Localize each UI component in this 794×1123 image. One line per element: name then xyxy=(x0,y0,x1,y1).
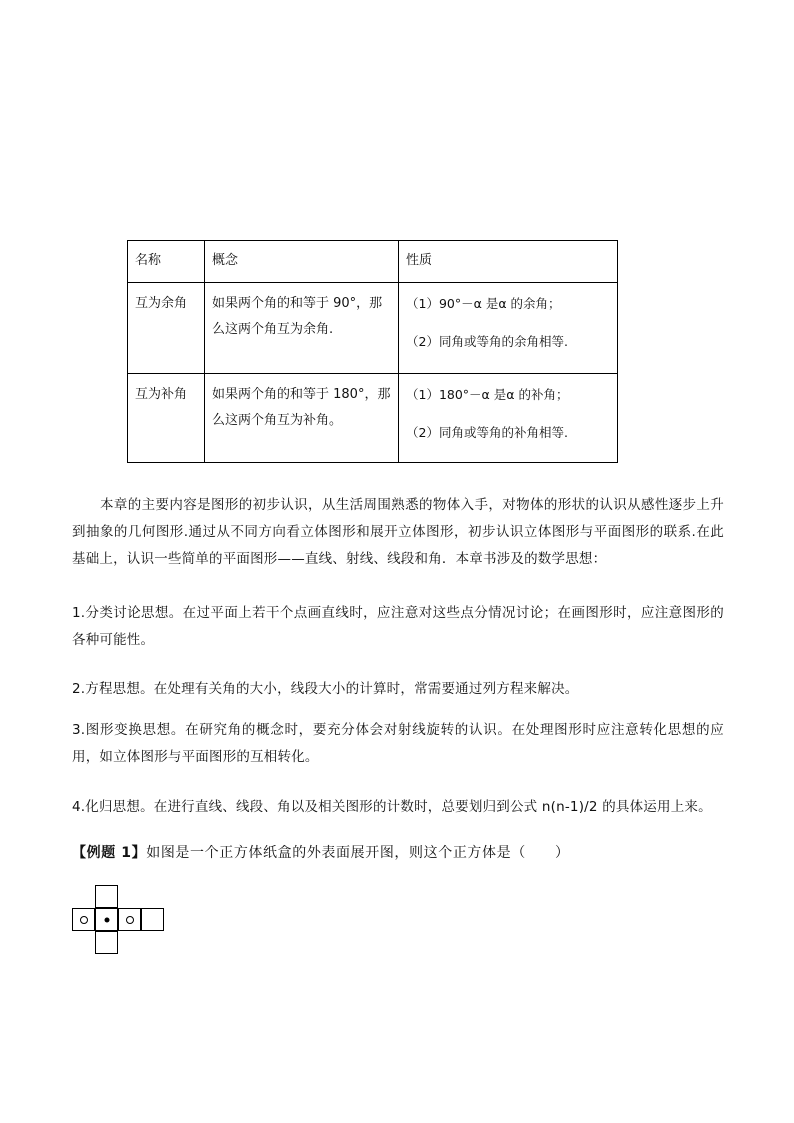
thinking-point-equation: 2.方程思想。在处理有关角的大小，线段大小的计算时，常需要通过列方程来解决。 xyxy=(72,681,579,697)
thinking-point-transformation: 3.图形变换思想。在研究角的概念时，要充分体会对射线旋转的认识。在处理图形时应注意转化思想的应用，如立体图形与平面图形的互相转化。 xyxy=(72,722,724,765)
table-header-row xyxy=(128,241,618,283)
row-name: 互为余角 xyxy=(128,283,205,374)
table-row-supplementary xyxy=(128,374,618,463)
example-label: 【例题 1】 xyxy=(72,845,147,861)
property-line-1: （1）180°－α 是α 的补角； xyxy=(406,387,569,402)
header-concept: 概念 xyxy=(205,241,399,283)
property-line-1: （1）90°－α 是α 的余角； xyxy=(406,296,561,311)
example-question xyxy=(72,840,724,867)
table-row-complementary xyxy=(128,283,618,374)
net-cell-center xyxy=(95,908,118,931)
row-property xyxy=(399,283,618,374)
thinking-point-classification: 1.分类讨论思想。在过平面上若干个点画直线时，应注意对这些点分情况讨论；在画图形时，应注意图形的各种可能性。 xyxy=(72,605,724,648)
row-concept: 如果两个角的和等于 90°，那么这两个角互为余角. xyxy=(205,283,399,374)
row-concept: 如果两个角的和等于 180°，那么这两个角互为补角。 xyxy=(205,374,399,463)
header-name: 名称 xyxy=(128,241,205,283)
hollow-circle-mark xyxy=(126,916,134,924)
property-line-2: （2）同角或等角的补角相等. xyxy=(406,425,568,440)
net-cell-top xyxy=(95,885,118,908)
thinking-point-reduction: 4.化归思想。在进行直线、线段、角以及相关图形的计数时，总要划归到公式 n(n-1)/2 的具体运用上来。 xyxy=(72,799,712,815)
row-property xyxy=(399,374,618,463)
example-text: 如图是一个正方体纸盒的外表面展开图，则这个正方体是（ ） xyxy=(146,845,570,861)
row-name: 互为补角 xyxy=(128,374,205,463)
net-cell-bottom xyxy=(95,931,118,954)
net-cell-right xyxy=(118,908,141,931)
property-line-2: （2）同角或等角的余角相等. xyxy=(406,334,568,349)
chapter-intro-paragraph: 本章的主要内容是图形的初步认识，从生活周围熟悉的物体入手，对物体的形状的认识从感性逐步上升到抽象的几何图形.通过从不同方向看立体图形和展开立体图形，初步认识立体图形与平面图形的联系.在此基础上，认识一些简单的平面图形——直线、射线、线段和角．本章书涉及的数学思想： xyxy=(72,497,724,567)
solid-dot-mark xyxy=(104,917,109,922)
header-property: 性质 xyxy=(399,241,618,283)
concept-table xyxy=(127,240,618,463)
hollow-circle-mark xyxy=(80,916,88,924)
net-cell-far-right xyxy=(141,908,164,931)
net-cell-left xyxy=(72,908,95,931)
